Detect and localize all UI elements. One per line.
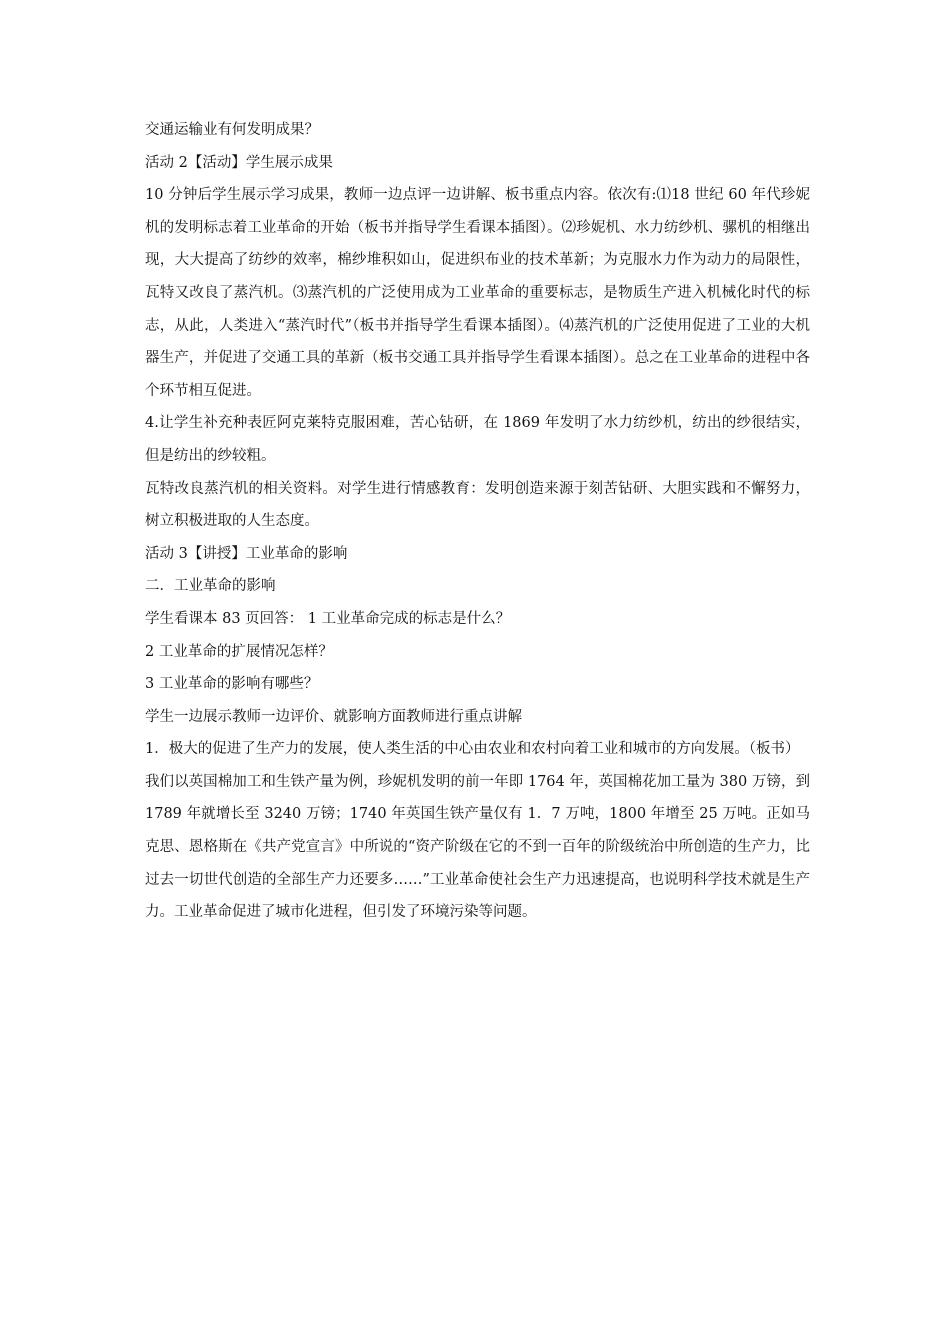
paragraph-teacher-explanation: 学生一边展示教师一边评价、就影响方面教师进行重点讲解 [145,708,522,725]
paragraph-student-presentation: 10 分钟后学生展示学习成果，教师一边点评一边讲解、板书重点内容。依次有:⑴18 世纪 60 年代珍妮机的发明标志着工业革命的开始（板书并指导学生看课本插图）。⑵珍妮机、水力纺纱机、骡机的相继出现，大大提高了纺纱的效率，棉纱堆积如山，促进织布业的技术革新；为克服水力作为动力的局限性，瓦特又改良了蒸汽机。⑶蒸汽机的广泛使用成为工业革命的重要标志，是物质生产进入机械化时代的标志，从此，人类进入“蒸汽时代”（板书并指导学生看课本插图）。⑷蒸汽机的广泛使用促进了工业的大机器生产，并促进了交通工具的革新（板书交通工具并指导学生看课本插图）。总之在工业革命的进程中各个环节相互促进。 [145,187,810,399]
paragraph-activity-2-heading: 活动 2【活动】学生展示成果 [145,154,333,171]
paragraph-arkwright-supplement: 4.让学生补充种表匠阿克莱特克服困难，苦心钻研，在 1869 年发明了水力纺纱机，纺出的纱很结实，但是纺出的纱较粗。 [145,415,810,464]
paragraph-transport-question: 交通运输业有何发明成果？ [145,122,319,138]
paragraph-question-2: 2 工业革命的扩展情况怎样？ [145,643,333,660]
paragraph-activity-3-heading: 活动 3【讲授】工业革命的影响 [145,545,348,562]
paragraph-production-example: 我们以英国棉加工和生铁产量为例，珍妮机发明的前一年即 1764 年，英国棉花加工量为 380 万镑，到 1789 年就增长至 3240 万镑；1740 年英国生铁产量仅有 1．7 万吨，1800 年增至 25 万吨。正如马克思、恩格斯在《共产党宣言》中所说的“资产阶级在它的不到一百年的阶级统治中所创造的生产力，比过去一切世代创造的全部生产力还要多……”工业革命使社会生产力迅速提高，也说明科学技术就是生产力。工业革命促进了城市化进程，但引发了环境污染等问题。 [145,773,810,921]
paragraph-section-2-heading: 二．工业革命的影响 [145,578,276,595]
paragraph-question-1: 学生看课本 83 页回答： 1 工业革命完成的标志是什么？ [145,610,511,627]
document-body [145,114,810,929]
paragraph-question-3: 3 工业革命的影响有哪些？ [145,676,319,693]
paragraph-watt-materials: 瓦特改良蒸汽机的相关资料。对学生进行情感教育：发明创造来源于刻苦钻研、大胆实践和不懈努力，树立积极进取的人生态度。 [145,480,810,530]
paragraph-impact-1: 1．极大的促进了生产力的发展，使人类生活的中心由农业和农村向着工业和城市的方向发展。（板书） [145,741,800,758]
